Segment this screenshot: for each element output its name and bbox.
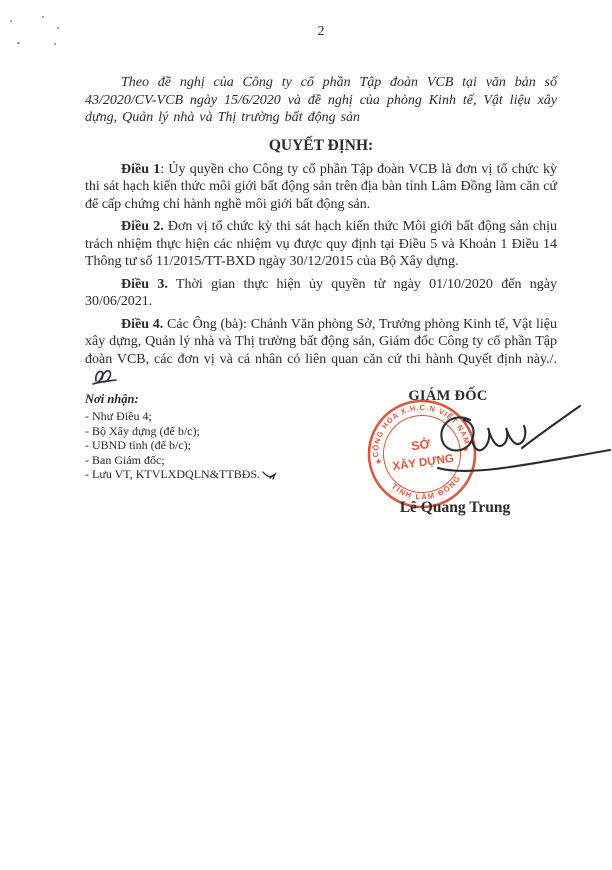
- scan-speck: [10, 20, 12, 22]
- handwritten-initials-icon: [90, 368, 120, 388]
- article-3-label: Điều 3.: [121, 276, 168, 292]
- article-3: [85, 276, 557, 311]
- recipient-item: - Ban Giám đốc;: [85, 452, 165, 467]
- document-title: QUYẾT ĐỊNH:: [268, 136, 374, 154]
- recipient-item: - Lưu VT, KTVLXDQLN&TTBĐS.: [85, 467, 277, 481]
- scan-speck: [54, 43, 56, 45]
- stamp-center-line1: SỞ: [410, 436, 432, 454]
- stamp-bottom-text: TỈNH LÂM ĐỒNG: [389, 473, 463, 502]
- article-4-body: Các Ông (bà): Chánh Văn phòng Sở, Trưởng phòng Kinh tế, Vật liệu xây dựng, Quản lý nhà và Thị trường bất động sản, Giám đốc Công ty cổ phần Tập đoàn VCB, các đơn vị và cá nhân có liên quan căn cứ thi hành Quyết định này./.: [85, 316, 557, 367]
- article-4-label: Điều 4.: [121, 316, 164, 332]
- scan-speck: [57, 27, 59, 29]
- article-1-body: : Ủy quyền cho Công ty cổ phần Tập đoàn VCB là đơn vị tổ chức kỳ thi sát hạch kiến thức môi giới bất động sản trên địa bàn tỉnh Lâm Đồng làm căn cứ để cấp chứng chỉ hành nghề môi giới bất động sản.: [85, 161, 557, 212]
- recipients-block: [85, 392, 277, 481]
- document-body: [85, 74, 557, 389]
- article-2-body: Đơn vị tổ chức kỳ thi sát hạch kiến thức Môi giới bất động sản chịu trách nhiệm thực hiện các nhiệm vụ được quy định tại Điều 5 và Khoản 1 Điều 14 Thông tư số 11/2015/TT-BXD ngày 30/12/2015 của Bộ Xây dựng.: [85, 219, 557, 269]
- article-2-label: Điều 2.: [121, 219, 164, 234]
- article-1: [85, 161, 557, 214]
- director-name: Lê Quang Trung: [399, 499, 511, 516]
- signature: [410, 398, 612, 486]
- article-4: [85, 316, 557, 389]
- page-number: 2: [317, 24, 325, 39]
- scan-speck: [17, 42, 20, 44]
- recipient-item: - Bộ Xây dựng (để b/c);: [85, 423, 200, 438]
- director-title: GIÁM ĐỐC: [408, 388, 488, 404]
- article-1-label: Điều 1: [121, 161, 161, 177]
- recipient-item: - Như Điều 4;: [85, 409, 152, 424]
- scan-speck: [42, 16, 44, 18]
- stamp-star-left-icon: ★: [375, 458, 383, 467]
- recipient-item: - UBND tỉnh (để b/c);: [85, 438, 191, 453]
- recipients-heading: Nơi nhận:: [85, 392, 139, 406]
- handwritten-tick-icon: [261, 469, 277, 481]
- stamp-top-text: CỘNG HÒA X.H.C.N VIỆT NAM: [370, 402, 472, 458]
- article-3-body: Thời gian thực hiện ủy quyền từ ngày 01/10/2020 đến ngày 30/06/2021.: [85, 276, 557, 309]
- article-2: [85, 218, 557, 271]
- stamp-star-right-icon: ★: [462, 445, 470, 454]
- preamble-paragraph: Theo đề nghị của Công ty cổ phần Tập đoàn VCB tại văn bản số 43/2020/CV-VCB ngày 15/6/2020 và đề nghị của phòng Kinh tế, Vật liệu xây dựng, Quản lý nhà và Thị trường bất động sản: [85, 75, 557, 125]
- stamp-center-line2: XÂY DỰNG: [391, 452, 455, 474]
